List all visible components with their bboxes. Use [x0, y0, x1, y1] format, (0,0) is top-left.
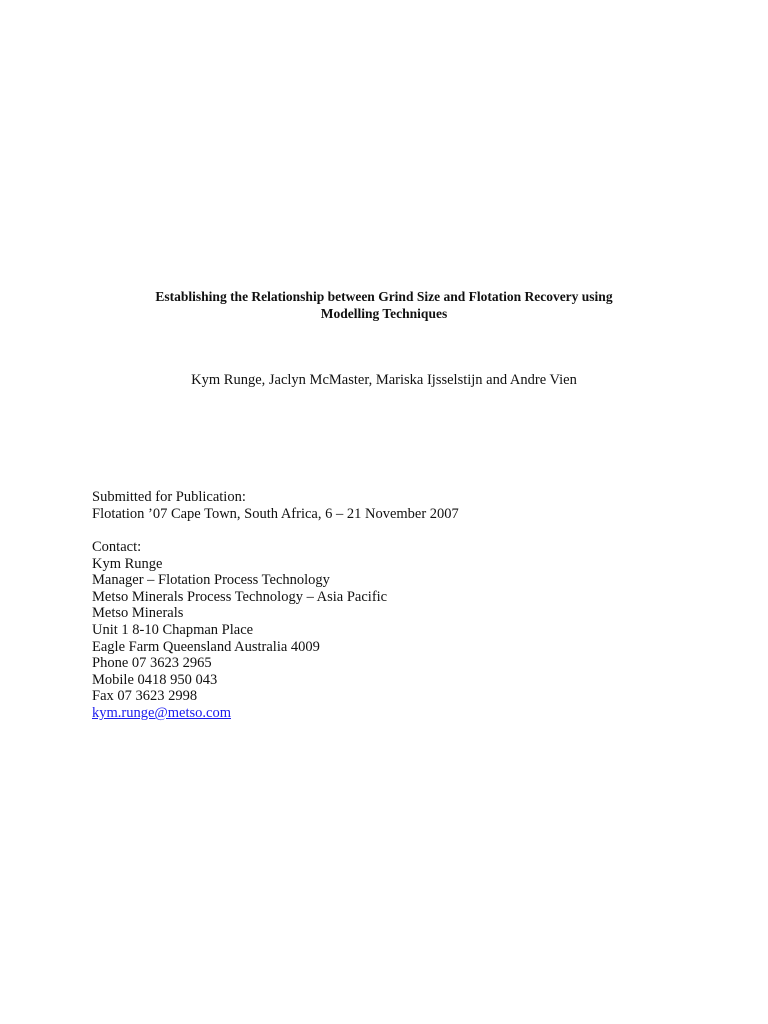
contact-label: Contact:	[92, 539, 142, 555]
submission-label: Submitted for Publication:	[92, 489, 246, 505]
contact-fax: Fax 07 3623 2998	[92, 688, 198, 705]
contact-mobile: Mobile 0418 950 043	[92, 671, 218, 688]
submission-info	[92, 489, 459, 522]
submission-venue: Flotation ’07 Cape Town, South Africa, 6 – 21 November 2007	[92, 505, 459, 522]
contact-address-line-1: Unit 1 8-10 Chapman Place	[92, 621, 254, 638]
contact-info	[92, 539, 387, 722]
contact-name: Kym Runge	[92, 555, 163, 572]
author-list: Kym Runge, Jaclyn McMaster, Mariska Ijsselstijn and Andre Vien	[191, 372, 577, 388]
title-line-2: Modelling Techniques	[320, 306, 448, 321]
title-line-1: Establishing the Relationship between Grind Size and Flotation Recovery using	[155, 289, 613, 304]
contact-company: Metso Minerals	[92, 605, 184, 622]
contact-email-link[interactable]: kym.runge@metso.com	[92, 704, 231, 721]
paper-title	[60, 288, 708, 322]
contact-role: Manager – Flotation Process Technology	[92, 572, 330, 589]
contact-phone: Phone 07 3623 2965	[92, 655, 212, 672]
contact-department: Metso Minerals Process Technology – Asia Pacific	[92, 588, 388, 605]
contact-address-line-2: Eagle Farm Queensland Australia 4009	[92, 638, 320, 655]
